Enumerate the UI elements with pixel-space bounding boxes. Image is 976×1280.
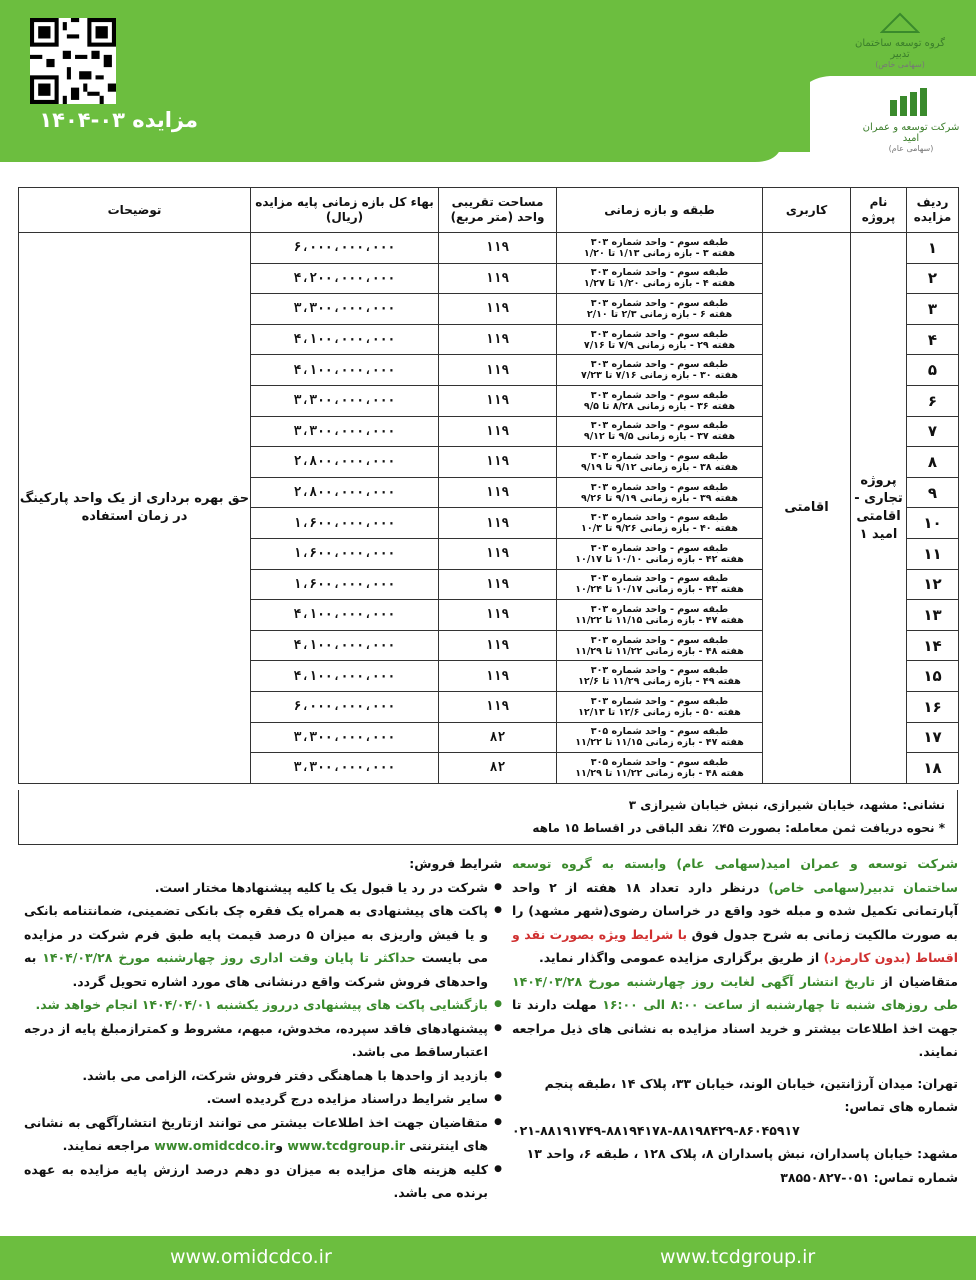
unit-area: ۱۱۹ — [439, 477, 557, 508]
project-name: پروژه تجاری - اقامتی امید ۱ — [851, 233, 907, 784]
condition-text: متقاضیان جهت اخذ اطلاعات بیشتر می توانند ازتاریخ انتشارآگهی به نشانی های اینترنتی — [24, 1114, 488, 1153]
week-period: هفته ۲۹ - بازه زمانی ۷/۹ تا ۷/۱۶ — [583, 339, 736, 351]
floor-unit: طبقه سوم - واحد شماره ۳۰۳ — [590, 236, 729, 248]
week-period: هفته ۴۹ - بازه زمانی ۱۱/۲۹ تا ۱۲/۶ — [578, 676, 741, 688]
base-price: ۴،۲۰۰،۰۰۰،۰۰۰ — [251, 263, 439, 294]
floor-period — [557, 753, 763, 784]
omid-logo-icon — [886, 86, 936, 118]
base-price: ۱،۶۰۰،۰۰۰،۰۰۰ — [251, 538, 439, 569]
row-number: ۳ — [907, 294, 959, 325]
row-number: ۸ — [907, 447, 959, 478]
floor-period — [557, 600, 763, 631]
row-number: ۷ — [907, 416, 959, 447]
base-price: ۳،۳۰۰،۰۰۰،۰۰۰ — [251, 416, 439, 447]
floor-period — [557, 508, 763, 539]
unit-area: ۱۱۹ — [439, 569, 557, 600]
base-price: ۳،۳۰۰،۰۰۰،۰۰۰ — [251, 294, 439, 325]
unit-area: ۱۱۹ — [439, 600, 557, 631]
condition-item: ● بازگشایی پاکت های پیشنهادی درروز یکشنبه ۱۴۰۴/۰۴/۰۱ انجام خواهد شد. — [24, 993, 502, 1017]
week-period: هفته ۳ - بازه زمانی ۱/۱۳ تا ۱/۲۰ — [583, 247, 736, 259]
row-number: ۱۴ — [907, 630, 959, 661]
mashhad-address: مشهد: خیابان پاسداران، نبش پاسداران ۸، پلاک ۱۲۸ ، طبقه ۶، واحد ۱۳ — [526, 1146, 958, 1161]
floor-period — [557, 355, 763, 386]
base-price: ۴،۱۰۰،۰۰۰،۰۰۰ — [251, 600, 439, 631]
row-number: ۱۸ — [907, 753, 959, 784]
intro-p1-a: درنظر دارد تعداد ۱۸ هفته از ۲ واحد آپارتمانی تکمیل شده و مبله خود واقع در خراسان رضوی(شهر مشهد) را به صورت مالکیت زمانی به شرح جدول فوق — [512, 879, 958, 942]
conditions-column — [24, 852, 502, 1205]
row-number: ۱۳ — [907, 600, 959, 631]
row-number: ۹ — [907, 477, 959, 508]
intro-p2-c: مهلت دارند تا جهت اخذ اطلاعات بیشتر و خرید اسناد مزایده به نشانی های ذیل مراجعه نمایند. — [512, 997, 958, 1059]
week-period: هفته ۵۰ - بازه زمانی ۱۲/۶ تا ۱۲/۱۳ — [578, 706, 741, 718]
floor-period — [557, 385, 763, 416]
base-price: ۴،۱۰۰،۰۰۰،۰۰۰ — [251, 661, 439, 692]
intro-p1-b: از طریق برگزاری مزایده عمومی واگذار نماید. — [538, 950, 824, 965]
row-number: ۱ — [907, 233, 959, 264]
unit-area: ۱۱۹ — [439, 508, 557, 539]
table-row — [19, 233, 959, 264]
base-price: ۳،۳۰۰،۰۰۰،۰۰۰ — [251, 385, 439, 416]
unit-area: ۱۱۹ — [439, 538, 557, 569]
unit-area: ۱۱۹ — [439, 661, 557, 692]
floor-period — [557, 661, 763, 692]
floor-period — [557, 294, 763, 325]
floor-period — [557, 233, 763, 264]
description: حق بهره برداری از یک واحد پارکینگ در زمان استفاده — [19, 233, 251, 784]
unit-area: ۱۱۹ — [439, 447, 557, 478]
week-period: هفته ۶ - بازه زمانی ۲/۳ تا ۲/۱۰ — [586, 308, 733, 320]
floor-period — [557, 722, 763, 753]
condition-item: ● کلیه هزینه های مزایده به میزان دو دهم درصد ارزش پایه مزایده به عهده برنده می باشد. — [24, 1158, 502, 1205]
row-number: ۶ — [907, 385, 959, 416]
floor-unit: طبقه سوم - واحد شماره ۳۰۳ — [590, 573, 729, 585]
floor-period — [557, 691, 763, 722]
floor-unit: طبقه سوم - واحد شماره ۳۰۳ — [590, 481, 729, 493]
floor-unit: طبقه سوم - واحد شماره ۳۰۳ — [590, 328, 729, 340]
base-price: ۱،۶۰۰،۰۰۰،۰۰۰ — [251, 569, 439, 600]
base-price: ۲،۸۰۰،۰۰۰،۰۰۰ — [251, 477, 439, 508]
floor-unit: طبقه سوم - واحد شماره ۳۰۳ — [590, 389, 729, 401]
table-body — [19, 233, 959, 784]
floor-period — [557, 263, 763, 294]
usage-type: اقامتی — [763, 233, 851, 784]
floor-unit: طبقه سوم - واحد شماره ۳۰۵ — [590, 756, 729, 768]
row-number: ۱۲ — [907, 569, 959, 600]
row-number: ۴ — [907, 324, 959, 355]
qr-code-graphic — [30, 18, 116, 104]
header-price: بهاء کل بازه زمانی پایه مزایده (ریال) — [251, 188, 439, 233]
week-period: هفته ۴۷ - بازه زمانی ۱۱/۱۵ تا ۱۱/۲۲ — [575, 737, 744, 749]
condition-item — [24, 899, 502, 993]
base-price: ۴،۱۰۰،۰۰۰،۰۰۰ — [251, 355, 439, 386]
unit-area: ۱۱۹ — [439, 263, 557, 294]
row-number: ۲ — [907, 263, 959, 294]
floor-unit: طبقه سوم - واحد شماره ۳۰۳ — [590, 450, 729, 462]
condition-item: ● پیشنهادهای فاقد سپرده، مخدوش، مبهم، مشروط و کمترازمبلغ پایه از درجه اعتبارساقط می باشد. — [24, 1017, 502, 1064]
intro-company: شرکت توسعه و عمران امید(سهامی عام) وابسته به گروه توسعه ساختمان تدبیر(سهامی خاص) — [512, 856, 958, 895]
unit-area: ۱۱۹ — [439, 355, 557, 386]
floor-period — [557, 447, 763, 478]
auction-title: مزایده ۰۳-۱۴۰۴ — [39, 108, 198, 132]
row-number: ۵ — [907, 355, 959, 386]
row-number: ۱۷ — [907, 722, 959, 753]
payment-text: * نحوه دریافت ثمن معامله: بصورت ۴۵٪ نقد الباقی در اقساط ۱۵ ماهه — [532, 821, 945, 835]
intro-deadline: تاریخ انتشار آگهی لغایت روز چهارشنبه مورخ ۱۴۰۴/۰۳/۲۸ — [512, 973, 875, 989]
week-period: هفته ۴۸ - بازه زمانی ۱۱/۲۲ تا ۱۱/۲۹ — [575, 645, 744, 657]
intro-paragraph-1 — [512, 852, 958, 970]
week-period: هفته ۴۸ - بازه زمانی ۱۱/۲۲ تا ۱۱/۲۹ — [575, 767, 744, 779]
condition-item — [24, 1111, 502, 1158]
condition-text: به واحدهای فروش شرکت واقع درنشانی های مورد اشاره تحویل گردد. — [24, 950, 488, 989]
floor-period — [557, 569, 763, 600]
week-period: هفته ۴۰ - بازه زمانی ۹/۲۶ تا ۱۰/۳ — [581, 523, 738, 535]
condition-item: ● سایر شرایط دراسناد مزایده درج گردیده است. — [24, 1087, 502, 1111]
tadbir-logo-icon — [880, 12, 920, 34]
header-floor: طبقه و بازه زمانی — [557, 188, 763, 233]
tehran-address: تهران: میدان آرژانتین، خیابان الوند، خیابان ۳۳، پلاک ۱۴ ،طبقه پنجم — [544, 1075, 958, 1091]
row-number: ۱۵ — [907, 661, 959, 692]
floor-unit: طبقه سوم - واحد شماره ۳۰۳ — [590, 542, 729, 554]
info-box — [18, 790, 958, 845]
logo-omid-name: شرکت توسعه و عمران امید — [862, 122, 960, 144]
tehran-phones: ۰۲۱-۸۸۱۹۱۷۴۹-۸۸۱۹۴۱۷۸-۸۸۱۹۸۴۲۹-۸۶۰۴۵۹۱۷ — [512, 1122, 800, 1138]
base-price: ۴،۱۰۰،۰۰۰،۰۰۰ — [251, 324, 439, 355]
floor-period — [557, 324, 763, 355]
week-period: هفته ۴۷ - بازه زمانی ۱۱/۱۵ تا ۱۱/۲۲ — [575, 614, 744, 626]
base-price: ۲،۸۰۰،۰۰۰،۰۰۰ — [251, 447, 439, 478]
intro-hours: طی روزهای شنبه تا چهارشنبه از ساعت ۸:۰۰ الی ۱۶:۰۰ — [602, 997, 958, 1012]
auction-table-grid — [18, 187, 959, 784]
mashhad-phone: شماره تماس: ۰۵۱-۳۸۵۵۰۸۲۷ — [780, 1169, 958, 1185]
logo-omid-sub: (سهامی عام) — [888, 144, 934, 153]
condition-item: ● بازدید از واحدها با هماهنگی دفتر فروش شرکت، الزامی می باشد. — [24, 1064, 502, 1088]
floor-period — [557, 538, 763, 569]
intro-column — [512, 852, 958, 1189]
logo-group-sub: (سهامی خاص) — [875, 60, 925, 69]
floor-unit: طبقه سوم - واحد شماره ۳۰۳ — [590, 695, 729, 707]
omid-logo — [856, 86, 966, 166]
intro-paragraph-2 — [512, 970, 958, 1064]
footer-url-omid[interactable]: www.omidcdco.ir — [170, 1246, 332, 1268]
unit-area: ۱۱۹ — [439, 233, 557, 264]
base-price: ۳،۳۰۰،۰۰۰،۰۰۰ — [251, 753, 439, 784]
header-project: نام پروژه — [851, 188, 907, 233]
floor-unit: طبقه سوم - واحد شماره ۳۰۳ — [590, 512, 729, 524]
unit-area: ۱۱۹ — [439, 324, 557, 355]
row-number: ۱۱ — [907, 538, 959, 569]
intro-p2-a: متقاضیان از — [874, 973, 959, 989]
header — [0, 0, 976, 178]
condition-text: و — [275, 1138, 288, 1153]
base-price: ۴،۱۰۰،۰۰۰،۰۰۰ — [251, 630, 439, 661]
website-link-tcd[interactable]: www.tcdgroup.ir — [287, 1138, 406, 1153]
floor-unit: طبقه سوم - واحد شماره ۳۰۳ — [590, 665, 729, 677]
auction-table — [18, 187, 958, 784]
row-number: ۱۶ — [907, 691, 959, 722]
row-number: ۱۰ — [907, 508, 959, 539]
unit-area: ۸۲ — [439, 722, 557, 753]
condition-deadline: حداکثر تا پایان وقت اداری روز چهارشنبه مورخ ۱۴۰۴/۰۳/۲۸ — [42, 950, 416, 965]
floor-unit: طبقه سوم - واحد شماره ۳۰۳ — [590, 420, 729, 432]
tehran-phone-label: شماره های تماس: — [844, 1099, 958, 1114]
tadbir-group-logo — [830, 12, 970, 74]
week-period: هفته ۳۶ - بازه زمانی ۸/۲۸ تا ۹/۵ — [583, 400, 736, 412]
base-price: ۳،۳۰۰،۰۰۰،۰۰۰ — [251, 722, 439, 753]
week-period: هفته ۳۸ - بازه زمانی ۹/۱۲ تا ۹/۱۹ — [581, 461, 738, 473]
week-period: هفته ۳۷ - بازه زمانی ۹/۵ تا ۹/۱۲ — [583, 431, 736, 443]
floor-period — [557, 630, 763, 661]
unit-area: ۱۱۹ — [439, 691, 557, 722]
footer-url-tcd[interactable]: www.tcdgroup.ir — [660, 1246, 816, 1268]
week-period: هفته ۴۳ - بازه زمانی ۱۰/۱۷ تا ۱۰/۲۴ — [575, 584, 744, 596]
unit-area: ۸۲ — [439, 753, 557, 784]
logo-group-name: گروه توسعه ساختمان — [854, 38, 945, 49]
condition-item: ● شرکت در رد یا قبول یک یا کلیه پیشنهادها مختار است. — [24, 876, 502, 900]
header-area: مساحت تقریبی واحد (متر مربع) — [439, 188, 557, 233]
qr-code — [30, 18, 116, 104]
floor-unit: طبقه سوم - واحد شماره ۳۰۳ — [590, 359, 729, 371]
intro-special-terms: با شرایط ویژه بصورت نقد و اقساط (بدون کارمزد) — [512, 926, 958, 965]
base-price: ۶،۰۰۰،۰۰۰،۰۰۰ — [251, 233, 439, 264]
base-price: ۱،۶۰۰،۰۰۰،۰۰۰ — [251, 508, 439, 539]
floor-unit: طبقه سوم - واحد شماره ۳۰۳ — [590, 297, 729, 309]
floor-unit: طبقه سوم - واحد شماره ۳۰۳ — [590, 267, 729, 279]
logo-group-brand: تدبیر — [890, 49, 910, 60]
header-row-no: ردیف مزایده — [907, 188, 959, 233]
unit-area: ۱۱۹ — [439, 294, 557, 325]
week-period: هفته ۳۹ - بازه زمانی ۹/۱۹ تا ۹/۲۶ — [581, 492, 738, 504]
header-usage: کاربری — [763, 188, 851, 233]
conditions-heading: شرایط فروش: — [409, 856, 502, 871]
floor-unit: طبقه سوم - واحد شماره ۳۰۳ — [590, 603, 729, 615]
footer — [0, 1236, 976, 1280]
address-text: نشانی: مشهد، خیابان شیرازی، نبش خیابان شیرازی ۳ — [628, 798, 945, 812]
table-header-row — [19, 188, 959, 233]
header-desc: توضیحات — [19, 188, 251, 233]
floor-period — [557, 477, 763, 508]
week-period: هفته ۳۰ - بازه زمانی ۷/۱۶ تا ۷/۲۳ — [581, 370, 738, 382]
floor-period — [557, 416, 763, 447]
condition-text: پاکت های پیشنهادی به همراه یک فقره چک بانکی تضمینی، ضمانتنامه بانکی و یا فیش واریزی به میزان ۵ درصد قیمت پایه طبق فرم شرکت در مزایده می بایست — [24, 903, 489, 965]
condition-text: مراجعه نمایند. — [62, 1138, 155, 1153]
unit-area: ۱۱۹ — [439, 416, 557, 447]
base-price: ۶،۰۰۰،۰۰۰،۰۰۰ — [251, 691, 439, 722]
floor-unit: طبقه سوم - واحد شماره ۳۰۵ — [590, 726, 729, 738]
unit-area: ۱۱۹ — [439, 630, 557, 661]
week-period: هفته ۴۲ - بازه زمانی ۱۰/۱۰ تا ۱۰/۱۷ — [575, 553, 744, 565]
website-link-omid[interactable]: www.omidcdco.ir — [154, 1138, 276, 1153]
floor-unit: طبقه سوم - واحد شماره ۳۰۳ — [590, 634, 729, 646]
unit-area: ۱۱۹ — [439, 385, 557, 416]
week-period: هفته ۴ - بازه زمانی ۱/۲۰ تا ۱/۲۷ — [583, 278, 736, 290]
